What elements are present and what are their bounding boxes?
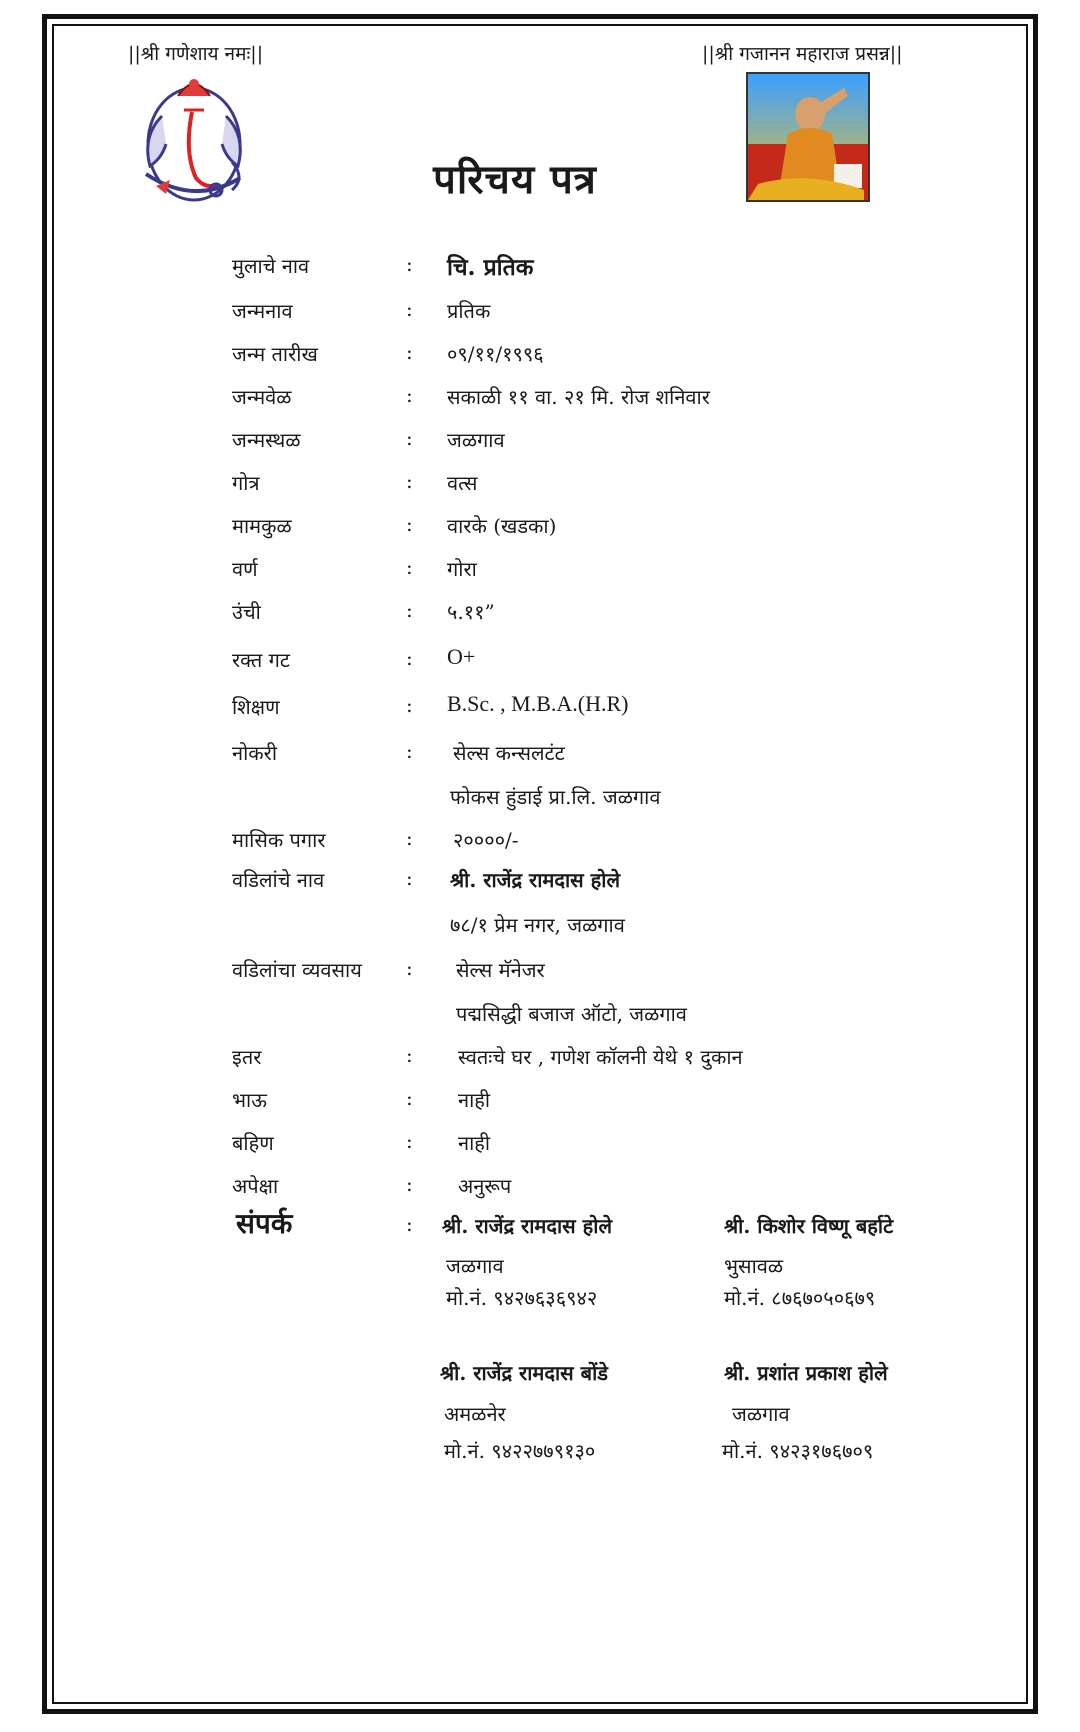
colon: :: [406, 426, 413, 450]
right-invocation: ||श्री गजानन महाराज प्रसन्न||: [702, 43, 903, 65]
contact-place: भुसावळ: [724, 1254, 784, 1278]
field-label: अपेक्षा: [232, 1174, 279, 1198]
field-value: गोरा: [447, 557, 477, 581]
field-value: प्रतिक: [447, 299, 491, 323]
contact-place: जळगाव: [446, 1254, 504, 1278]
field-value: O+: [447, 644, 476, 669]
contact-place: अमळनेर: [444, 1402, 506, 1426]
field-label: उंची: [232, 600, 261, 624]
colon: :: [406, 297, 413, 321]
field-label: भाऊ: [232, 1088, 267, 1112]
field-label: बहिण: [232, 1131, 274, 1155]
field-value: वारके (खडका): [447, 514, 557, 538]
field-value: सकाळी ११ वा. २१ मि. रोज शनिवार: [447, 385, 710, 409]
field-value: ०९/११/१९९६: [447, 342, 544, 366]
colon: :: [406, 956, 413, 980]
field-label: जन्मस्थळ: [232, 428, 301, 452]
contact-phone[interactable]: मो.नं. ९४२२७७९१३०: [444, 1439, 596, 1463]
field-value-line2: फोकस हुंडाई प्रा.लि. जळगाव: [450, 785, 661, 809]
field-label: वडिलांचा व्यवसाय: [232, 958, 362, 982]
colon: :: [406, 866, 413, 890]
colon: :: [406, 555, 413, 579]
field-label: वर्ण: [232, 557, 258, 581]
colon: :: [406, 598, 413, 622]
colon: :: [406, 252, 413, 276]
colon: :: [406, 1086, 413, 1110]
field-label: शिक्षण: [232, 695, 280, 719]
field-value: सेल्स मॅनेजर: [456, 958, 545, 982]
contact-phone[interactable]: मो.नं. ९४२३१७६७०९: [722, 1439, 874, 1463]
field-label: जन्मवेळ: [232, 385, 292, 409]
field-value: वत्स: [447, 471, 478, 495]
field-label: नोकरी: [232, 741, 277, 765]
contact-name: श्री. राजेंद्र रामदास बोंडे: [440, 1361, 608, 1385]
colon: :: [406, 826, 413, 850]
colon: :: [406, 1129, 413, 1153]
field-label: मासिक पगार: [232, 828, 326, 852]
colon: :: [406, 1212, 413, 1236]
colon: :: [406, 1172, 413, 1196]
field-label: वडिलांचे नाव: [232, 868, 325, 892]
field-value: चि. प्रतिक: [447, 254, 534, 281]
contact-phone[interactable]: मो.नं. ९४२७६३६९४२: [446, 1286, 598, 1310]
contact-heading: संपर्क: [236, 1207, 293, 1240]
colon: :: [406, 1043, 413, 1067]
colon: :: [406, 469, 413, 493]
field-label: मामकुळ: [232, 514, 292, 538]
field-value: नाही: [458, 1131, 491, 1155]
field-value: सेल्स कन्सलटंट: [453, 741, 565, 765]
field-value: २००००/-: [453, 828, 519, 852]
field-value: स्वतःचे घर , गणेश कॉलनी येथे १ दुकान: [458, 1045, 743, 1069]
field-value-line2: ७८/१ प्रेम नगर, जळगाव: [450, 913, 625, 937]
contact-place: जळगाव: [732, 1402, 790, 1426]
contact-name: श्री. किशोर विष्णू बर्हाटे: [724, 1214, 894, 1238]
colon: :: [406, 512, 413, 536]
field-label: इतर: [232, 1045, 262, 1069]
field-label: जन्मनाव: [232, 299, 293, 323]
colon: :: [406, 693, 413, 717]
field-label: जन्म तारीख: [232, 342, 318, 366]
field-label: रक्त गट: [232, 648, 290, 672]
contact-phone[interactable]: मो.नं. ८७६७०५०६७९: [724, 1286, 876, 1310]
field-value: जळगाव: [447, 428, 505, 452]
contact-name: श्री. प्रशांत प्रकाश होले: [724, 1361, 888, 1385]
field-value-line2: पद्मसिद्धी बजाज ऑटो, जळगाव: [456, 1002, 687, 1026]
field-value: श्री. राजेंद्र रामदास होले: [450, 868, 621, 892]
field-value: ५.११”: [447, 600, 495, 624]
left-invocation: ||श्री गणेशाय नमः||: [128, 43, 264, 65]
colon: :: [406, 383, 413, 407]
page-title: परिचय पत्र: [433, 156, 597, 203]
colon: :: [406, 646, 413, 670]
field-value: अनुरूप: [458, 1174, 512, 1198]
contact-name: श्री. राजेंद्र रामदास होले: [442, 1214, 613, 1238]
field-label: गोत्र: [232, 471, 260, 495]
field-label: मुलाचे नाव: [232, 254, 310, 278]
field-value: नाही: [458, 1088, 491, 1112]
colon: :: [406, 340, 413, 364]
colon: :: [406, 739, 413, 763]
field-value: B.Sc. , M.B.A.(H.R): [447, 691, 629, 716]
